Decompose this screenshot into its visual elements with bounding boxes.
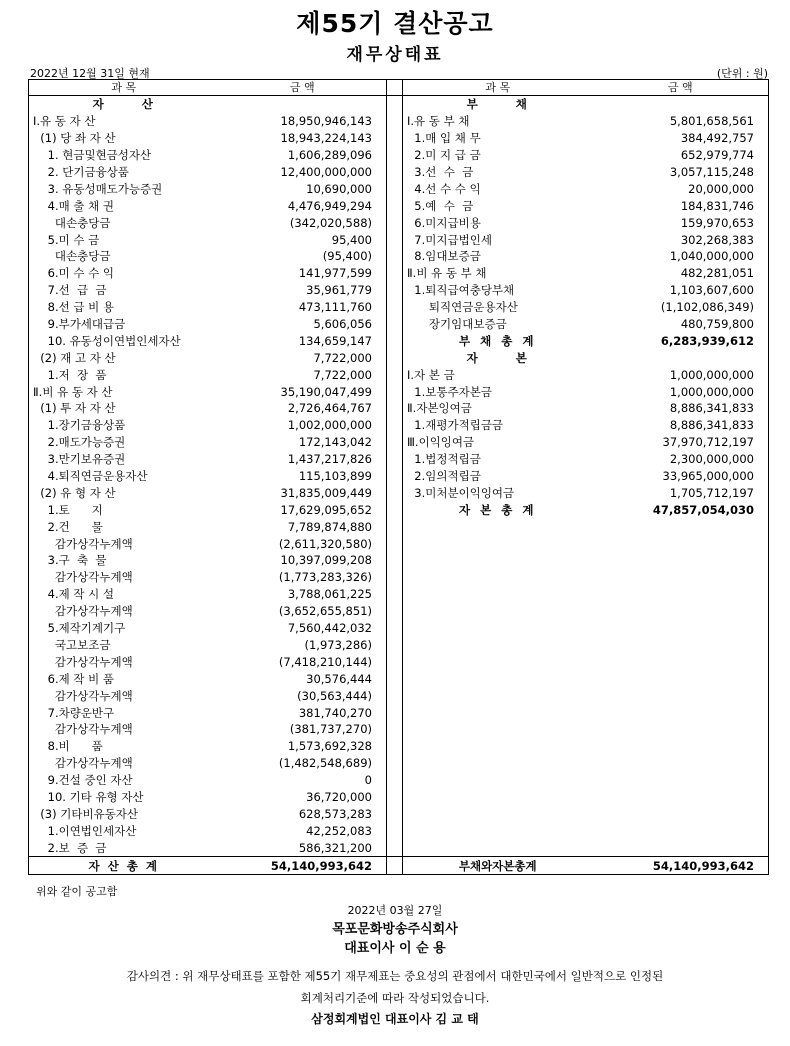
table-row <box>29 400 769 417</box>
liability-item-label: 3.선 수 금 <box>407 165 474 179</box>
asset-item-label: 9.건설 중인 자산 <box>29 772 219 789</box>
liability-item-amount <box>593 653 769 670</box>
asset-item-label: 7.차량운반구 <box>29 704 219 721</box>
liability-item-amount <box>593 789 769 806</box>
liability-item-label: 1.재평가적립금금 <box>407 418 504 433</box>
asset-item-amount: 42,252,083 <box>306 823 372 838</box>
column-divider <box>387 248 403 265</box>
subtotal-amount: 6,283,939,612 <box>593 332 769 349</box>
asset-item-label: 2.건 물 <box>29 518 219 535</box>
table-row <box>29 552 769 569</box>
table-row <box>29 772 769 789</box>
asset-item-amount: 141,977,599 <box>298 266 372 281</box>
column-divider <box>387 80 403 96</box>
table-row <box>29 417 769 434</box>
liability-item-amount: 184,831,746 <box>593 197 769 214</box>
header-item-right: 과 목 <box>403 80 593 96</box>
column-divider <box>387 653 403 670</box>
asset-item-label: 10. 유동성이연법인세자산 <box>29 332 219 349</box>
liability-item-label <box>403 789 593 806</box>
column-divider <box>387 738 403 755</box>
asset-item-amount: 473,111,760 <box>298 300 372 315</box>
asset-item-label: (1) 당 좌 자 산 <box>29 130 219 147</box>
column-divider <box>387 147 403 164</box>
table-row <box>29 299 769 316</box>
liability-item-amount: 302,268,383 <box>593 231 769 248</box>
liability-item-label: 1.보통주자본금 <box>407 384 492 399</box>
column-divider <box>387 603 403 620</box>
asset-item-amount: 12,400,000,000 <box>280 165 372 179</box>
liabilities-section-heading: 부 채 <box>466 97 529 112</box>
asset-item-amount: (30,563,444) <box>297 688 372 703</box>
asset-item-label: 감가상각누계액 <box>29 755 219 772</box>
column-divider <box>387 637 403 654</box>
liability-item-label <box>403 552 593 569</box>
column-divider <box>387 687 403 704</box>
asset-item-amount: (3,652,655,851) <box>278 604 372 619</box>
totals-row <box>29 857 769 875</box>
liability-item-amount <box>593 772 769 789</box>
column-divider <box>387 130 403 147</box>
asset-item-label: 4.제 작 시 설 <box>29 586 219 603</box>
liability-item-amount: 5,801,658,561 <box>593 113 769 130</box>
table-row <box>29 147 769 164</box>
liability-item-label <box>403 535 593 552</box>
asset-item-amount: 172,143,042 <box>298 435 372 450</box>
liability-item-amount <box>593 603 769 620</box>
asset-item-amount: (1,482,548,689) <box>278 756 372 771</box>
liability-item-label: 4.선 수 수 익 <box>407 181 481 196</box>
liability-item-amount: 33,965,000,000 <box>593 468 769 485</box>
asset-item-amount: 586,321,200 <box>298 840 372 855</box>
table-row <box>29 130 769 147</box>
liability-item-label <box>403 687 593 704</box>
liability-item-label: 6.미지급비용 <box>407 215 481 230</box>
total-liab-equity-value: 54,140,993,642 <box>593 857 769 875</box>
liability-item-amount <box>593 839 769 856</box>
liability-item-amount <box>593 518 769 535</box>
asset-item-amount: 10,690,000 <box>306 181 372 196</box>
liability-item-amount <box>593 738 769 755</box>
liability-item-label: 2.임의적립금 <box>407 469 481 484</box>
column-divider <box>387 214 403 231</box>
column-divider <box>387 670 403 687</box>
table-row <box>29 789 769 806</box>
liability-item-amount: 1,103,607,600 <box>593 282 769 299</box>
liability-item-label <box>403 653 593 670</box>
column-divider <box>387 552 403 569</box>
liability-item-amount: 37,970,712,197 <box>593 434 769 451</box>
table-row <box>29 248 769 265</box>
table-row <box>29 653 769 670</box>
column-divider <box>387 197 403 214</box>
statement-subtitle: 재무상태표 <box>346 45 444 65</box>
asset-item-amount: 1,606,289,096 <box>287 148 372 163</box>
column-divider <box>387 451 403 468</box>
liability-item-label <box>403 738 593 755</box>
liability-item-label: Ⅱ.자본잉여금 <box>407 401 472 416</box>
ceo-name: 대표이사 이 순 용 <box>344 941 446 956</box>
liability-item-label: 1.퇴직급여충당부채 <box>407 283 515 298</box>
liability-item-amount: 482,281,051 <box>593 265 769 282</box>
column-divider <box>387 366 403 383</box>
column-divider <box>387 316 403 333</box>
liability-item-amount <box>593 535 769 552</box>
liability-item-label <box>403 620 593 637</box>
liability-item-label <box>403 721 593 738</box>
company-name: 목포문화방송주식회사 <box>332 922 458 937</box>
asset-item-amount: 134,659,147 <box>298 333 372 348</box>
liability-item-label: 7.미지급법인세 <box>407 232 492 247</box>
table-row <box>29 839 769 856</box>
column-divider <box>387 417 403 434</box>
column-divider <box>387 805 403 822</box>
liability-item-amount <box>593 755 769 772</box>
asset-item-amount: 7,789,874,880 <box>287 519 372 534</box>
table-row <box>29 822 769 839</box>
column-divider <box>387 704 403 721</box>
asset-item-label: 6.미 수 수 익 <box>29 265 219 282</box>
table-row <box>29 332 769 349</box>
liability-item-label <box>403 772 593 789</box>
column-divider <box>387 180 403 197</box>
liability-item-label <box>403 805 593 822</box>
table-row <box>29 755 769 772</box>
table-row <box>29 265 769 282</box>
asset-item-label: 4.퇴직연금운용자산 <box>29 468 219 485</box>
column-divider <box>387 822 403 839</box>
asset-item-label: 1.이연법인세자산 <box>29 822 219 839</box>
liability-item-label <box>403 518 593 535</box>
subtotal-label: 자 본 총 계 <box>459 502 537 517</box>
table-row <box>29 214 769 231</box>
table-row <box>29 113 769 130</box>
table-header-row <box>29 80 769 96</box>
asset-item-amount: 18,943,224,143 <box>280 131 372 146</box>
liability-item-amount <box>593 670 769 687</box>
asset-item-label: 대손충당금 <box>29 248 219 265</box>
liability-item-amount: 159,970,653 <box>593 214 769 231</box>
audit-opinion-line2: 회계처리기준에 따라 작성되었습니다. <box>300 991 490 1005</box>
column-divider <box>387 468 403 485</box>
column-divider <box>387 535 403 552</box>
asset-item-label: 감가상각누계액 <box>29 653 219 670</box>
column-divider <box>387 113 403 130</box>
asset-item-amount: 17,629,095,652 <box>280 502 372 517</box>
table-row <box>29 704 769 721</box>
column-divider <box>387 755 403 772</box>
asset-item-amount: 1,002,000,000 <box>287 418 372 433</box>
liability-item-label <box>403 637 593 654</box>
asset-item-label: 1.토 지 <box>29 501 219 518</box>
page-title: 제55기 결산공고 <box>296 9 494 38</box>
liability-item-amount: (1,102,086,349) <box>593 299 769 316</box>
liability-item-amount <box>593 586 769 603</box>
liability-item-amount <box>593 805 769 822</box>
liability-item-label: 3.미처분이익잉여금 <box>407 485 515 500</box>
audit-opinion-line1: 감사의견 : 위 재무상태표를 포함한 제55기 재무제표는 중요성의 관점에서 대한민국에서 일반적으로 인정된 <box>126 969 664 983</box>
table-row <box>29 197 769 214</box>
balance-sheet-table <box>28 79 769 875</box>
asset-item-amount: (7,418,210,144) <box>278 654 372 669</box>
liability-item-label: 장기임대보증금 <box>407 317 507 332</box>
asset-item-amount: 2,726,464,767 <box>287 401 372 416</box>
asset-item-amount: 7,722,000 <box>313 367 372 382</box>
asset-item-label: 6.제 작 비 품 <box>29 670 219 687</box>
header-item-left: 과 목 <box>29 80 219 96</box>
asset-item-label: 9.부가세대급금 <box>29 316 219 333</box>
asset-item-label: 10. 기타 유형 자산 <box>29 789 219 806</box>
asset-item-label: (1) 투 자 자 산 <box>29 400 219 417</box>
asset-item-label: 1.장기금융상품 <box>29 417 219 434</box>
table-row <box>29 383 769 400</box>
liability-item-label: 퇴직연금운용자산 <box>407 300 518 315</box>
column-divider <box>387 265 403 282</box>
liability-item-label <box>403 603 593 620</box>
liability-item-amount <box>593 569 769 586</box>
table-row <box>29 670 769 687</box>
asset-item-label: 2. 단기금융상품 <box>29 164 219 181</box>
liability-item-amount: 480,759,800 <box>593 316 769 333</box>
column-divider <box>387 484 403 501</box>
liability-item-amount: 384,492,757 <box>593 130 769 147</box>
liability-item-label: Ⅱ.비 유 동 부 채 <box>407 266 487 281</box>
liability-item-amount: 20,000,000 <box>593 180 769 197</box>
column-divider <box>387 299 403 316</box>
column-divider <box>387 332 403 349</box>
liability-item-amount: 8,886,341,833 <box>593 400 769 417</box>
liability-item-label <box>403 586 593 603</box>
header-amount-right: 금 액 <box>593 80 769 96</box>
asset-item-amount: (2,611,320,580) <box>278 536 372 551</box>
column-divider <box>387 620 403 637</box>
asset-item-label: Ⅰ.유 동 자 산 <box>29 113 219 130</box>
asset-item-amount: 35,961,779 <box>306 283 372 298</box>
table-row <box>29 586 769 603</box>
liability-item-label: 1.법정적립금 <box>407 452 481 467</box>
asset-item-label: 4.매 출 채 권 <box>29 197 219 214</box>
unit-label: (단위 : 원) <box>716 67 768 80</box>
table-row <box>29 805 769 822</box>
auditor-name: 삼정회계법인 대표이사 김 교 태 <box>311 1012 479 1026</box>
liability-item-label <box>403 704 593 721</box>
asset-item-amount: 115,103,899 <box>298 469 372 484</box>
asset-item-label: 5.미 수 금 <box>29 231 219 248</box>
table-row <box>29 721 769 738</box>
asset-item-amount: 381,740,270 <box>298 705 372 720</box>
header-amount-left: 금 액 <box>219 80 387 96</box>
column-divider <box>387 721 403 738</box>
table-row <box>29 603 769 620</box>
table-row <box>29 569 769 586</box>
table-row <box>29 620 769 637</box>
table-row <box>29 349 769 366</box>
table-row <box>29 366 769 383</box>
asset-item-amount: 18,950,946,143 <box>280 114 372 129</box>
column-divider <box>387 349 403 366</box>
column-divider <box>387 569 403 586</box>
liability-item-amount <box>593 822 769 839</box>
asset-item-label: 3. 유동성매도가능증권 <box>29 180 219 197</box>
liabilities-section-heading: 자 본 <box>466 350 529 365</box>
subtotal-label: 부 채 총 계 <box>459 333 537 348</box>
liability-item-amount: 3,057,115,248 <box>593 164 769 181</box>
table-row <box>29 687 769 704</box>
asset-item-label: (3) 기타비유동자산 <box>29 805 219 822</box>
table-row <box>29 451 769 468</box>
table-row <box>29 535 769 552</box>
column-divider <box>387 282 403 299</box>
liability-item-amount: 1,000,000,000 <box>593 366 769 383</box>
asset-item-amount: 10,397,099,208 <box>280 553 372 568</box>
liability-item-amount <box>593 721 769 738</box>
asset-item-label: (2) 재 고 자 산 <box>29 349 219 366</box>
asset-item-label: 3.만기보유증권 <box>29 451 219 468</box>
asset-item-amount: 1,573,692,328 <box>287 739 372 754</box>
asset-item-amount: 7,560,442,032 <box>287 621 372 636</box>
asset-item-label: 감가상각누계액 <box>29 569 219 586</box>
asset-item-amount: (1,973,286) <box>304 637 372 652</box>
liability-item-label <box>403 569 593 586</box>
liability-item-label: 2.미 지 급 금 <box>407 148 481 163</box>
asset-item-amount: 30,576,444 <box>306 671 372 686</box>
liability-item-amount: 2,300,000,000 <box>593 451 769 468</box>
asset-item-label: (2) 유 형 자 산 <box>29 484 219 501</box>
asset-item-amount: 3,788,061,225 <box>287 587 372 602</box>
column-divider <box>387 434 403 451</box>
table-row <box>29 484 769 501</box>
subtotal-amount: 47,857,054,030 <box>593 501 769 518</box>
asset-item-label: 7.선 급 금 <box>29 282 219 299</box>
asset-item-amount: 95,400 <box>331 232 372 247</box>
liability-item-label <box>403 670 593 687</box>
table-row <box>29 518 769 535</box>
table-row <box>29 96 769 113</box>
asset-item-label: 감가상각누계액 <box>29 603 219 620</box>
asset-item-label: 감가상각누계액 <box>29 535 219 552</box>
liability-item-amount <box>593 637 769 654</box>
asset-item-amount: (95,400) <box>322 249 372 264</box>
column-divider <box>387 586 403 603</box>
liability-item-label <box>403 755 593 772</box>
asset-item-amount: 7,722,000 <box>313 350 372 365</box>
liability-item-label <box>403 822 593 839</box>
table-row <box>29 231 769 248</box>
asset-item-amount: 35,190,047,499 <box>280 384 372 399</box>
liability-item-label: Ⅰ.자 본 금 <box>407 367 455 382</box>
asset-item-amount: 31,835,009,449 <box>280 485 372 500</box>
liability-item-amount <box>593 704 769 721</box>
asset-item-amount: 36,720,000 <box>306 789 372 804</box>
asset-item-label: 1.저 장 품 <box>29 366 219 383</box>
announcement-date: 2022년 03월 27일 <box>347 904 443 917</box>
liability-item-amount: 652,979,774 <box>593 147 769 164</box>
total-assets-label: 자 산 총 계 <box>29 857 219 875</box>
asset-item-label: 8.비 품 <box>29 738 219 755</box>
asset-item-label: 5.제작기계기구 <box>29 620 219 637</box>
asset-item-label: 감가상각누계액 <box>29 687 219 704</box>
asset-item-label: 2.매도가능증권 <box>29 434 219 451</box>
liability-item-amount <box>593 96 769 113</box>
table-row <box>29 434 769 451</box>
table-row <box>29 738 769 755</box>
asset-item-label: 1. 현금및현금성자산 <box>29 147 219 164</box>
table-row <box>29 501 769 518</box>
table-row <box>29 282 769 299</box>
liability-item-label <box>403 839 593 856</box>
column-divider <box>387 400 403 417</box>
asset-item-label: 2.보 증 금 <box>29 839 219 856</box>
column-divider <box>387 501 403 518</box>
liability-item-amount <box>593 552 769 569</box>
asset-item-amount: 1,437,217,826 <box>287 452 372 467</box>
liability-item-amount <box>593 687 769 704</box>
column-divider <box>387 518 403 535</box>
table-row <box>29 164 769 181</box>
asset-item-label: Ⅱ.비 유 동 자 산 <box>29 383 219 400</box>
asset-item-label: 3.구 축 물 <box>29 552 219 569</box>
column-divider <box>387 839 403 856</box>
liability-item-amount: 1,000,000,000 <box>593 383 769 400</box>
liability-item-amount <box>593 349 769 366</box>
column-divider <box>387 231 403 248</box>
total-assets-value: 54,140,993,642 <box>219 857 387 875</box>
liability-item-label: Ⅰ.유 동 부 채 <box>407 114 470 129</box>
asset-item-label: 8.선 급 비 용 <box>29 299 219 316</box>
liability-item-amount: 8,886,341,833 <box>593 417 769 434</box>
liability-item-label: 1.매 입 채 무 <box>407 131 481 146</box>
asset-item-label: 대손충당금 <box>29 214 219 231</box>
column-divider <box>387 164 403 181</box>
column-divider <box>387 96 403 113</box>
column-divider <box>387 772 403 789</box>
liability-item-label: Ⅲ.이익잉여금 <box>407 435 475 450</box>
asset-item-amount: 4,476,949,294 <box>287 198 372 213</box>
asset-item-amount: (1,773,283,326) <box>278 570 372 585</box>
total-liab-equity-label: 부채와자본총계 <box>403 857 593 875</box>
table-row <box>29 316 769 333</box>
liability-item-label: 5.예 수 금 <box>407 198 474 213</box>
liability-item-amount: 1,040,000,000 <box>593 248 769 265</box>
liability-item-amount <box>593 620 769 637</box>
assets-section-heading: 자 산 <box>29 96 219 113</box>
report-date: 2022년 12월 31일 현재 <box>30 67 150 80</box>
announcement-note: 위와 같이 공고함 <box>36 885 118 898</box>
asset-item-amount <box>219 96 387 113</box>
asset-item-amount: 5,606,056 <box>313 317 372 332</box>
column-divider <box>387 383 403 400</box>
asset-item-amount: 628,573,283 <box>298 806 372 821</box>
asset-item-amount: (342,020,588) <box>289 215 372 230</box>
table-row <box>29 468 769 485</box>
asset-item-label: 감가상각누계액 <box>29 721 219 738</box>
liability-item-label: 8.임대보증금 <box>407 249 481 264</box>
asset-item-label: 국고보조금 <box>29 637 219 654</box>
liability-item-amount: 1,705,712,197 <box>593 484 769 501</box>
column-divider <box>387 857 403 875</box>
asset-item-amount: (381,737,270) <box>289 722 372 737</box>
column-divider <box>387 789 403 806</box>
asset-item-amount: 0 <box>364 773 372 788</box>
table-row <box>29 180 769 197</box>
table-row <box>29 637 769 654</box>
